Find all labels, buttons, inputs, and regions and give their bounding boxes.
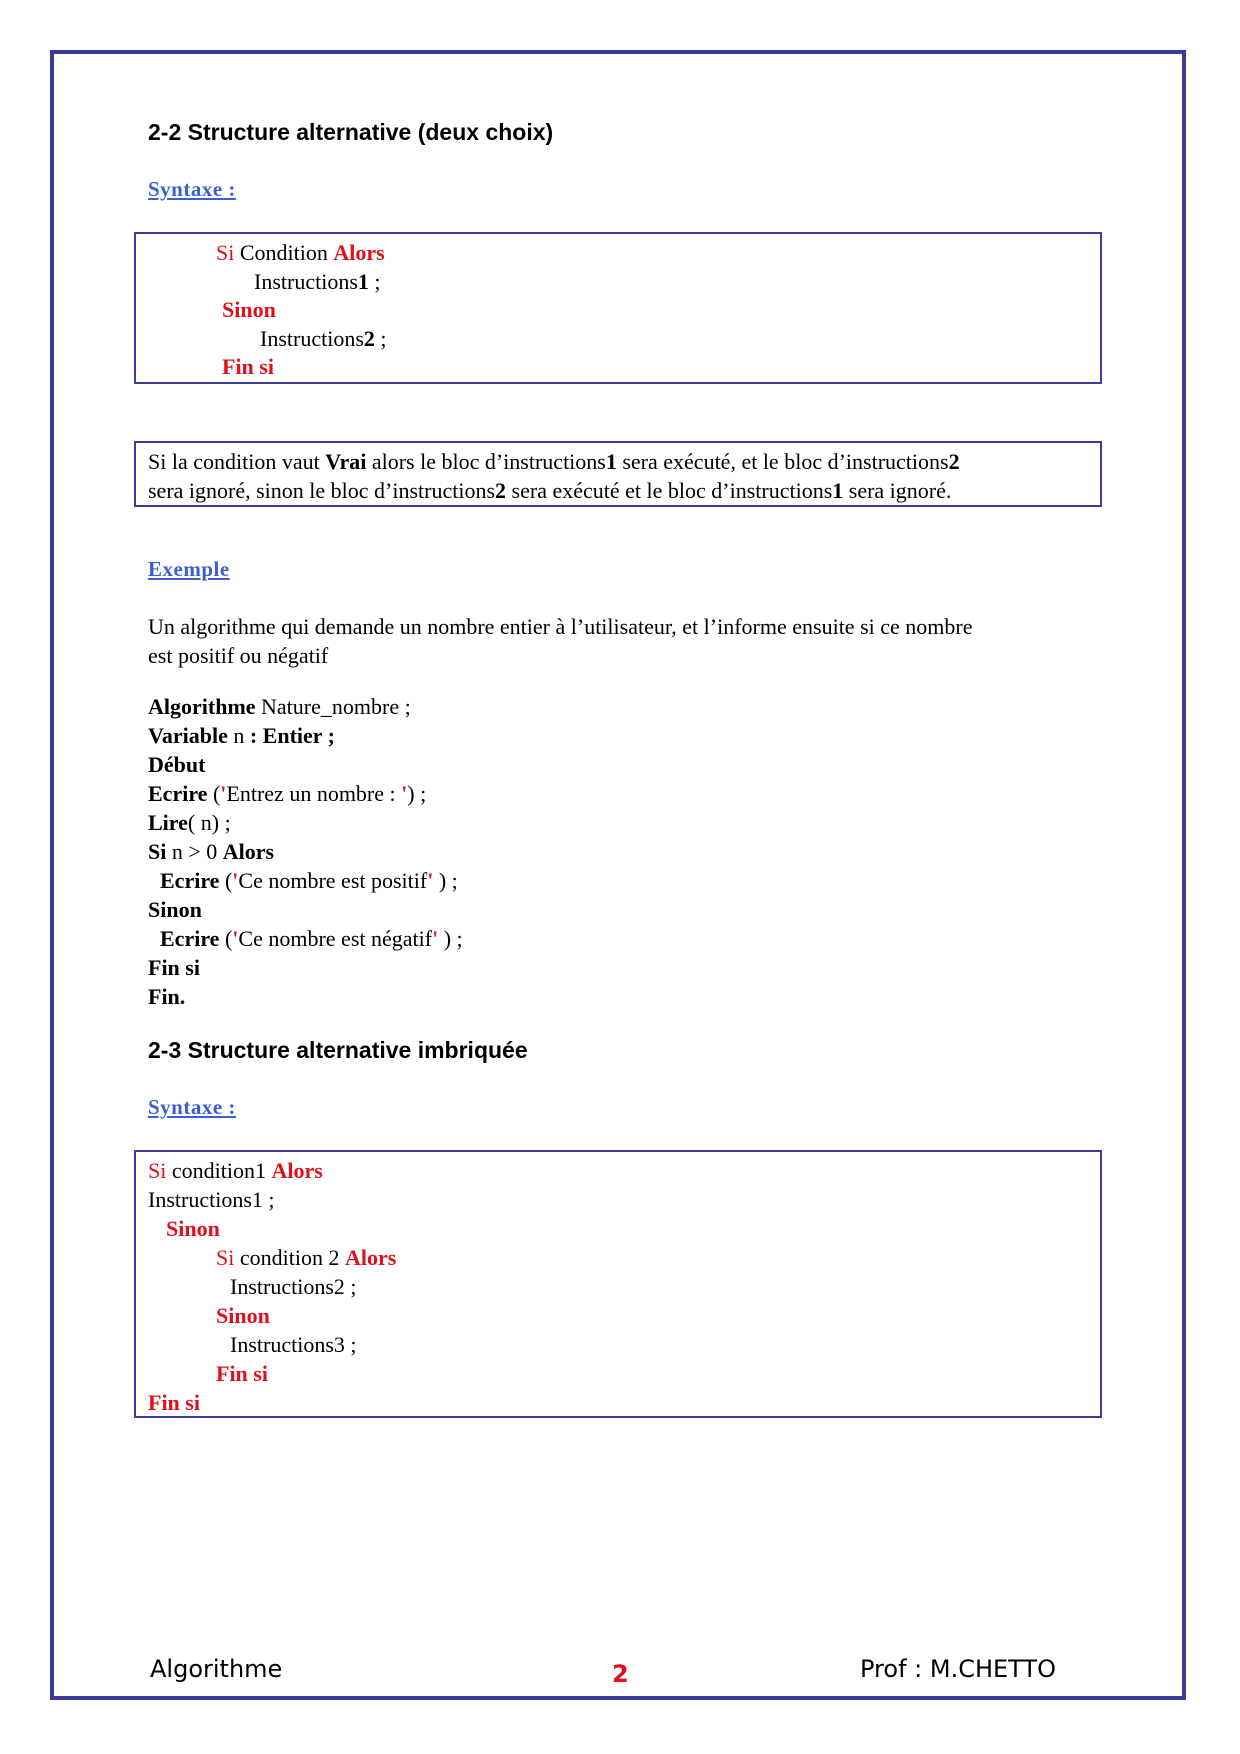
- code-kw: Variable: [148, 723, 228, 748]
- expl-text: sera ignoré, sinon le bloc d’instructions: [148, 478, 496, 503]
- nested-line: Instructions3 ;: [230, 1332, 357, 1357]
- explanation-line-1: [148, 447, 960, 476]
- expl-num: 2: [495, 478, 507, 503]
- code-line: [148, 721, 335, 750]
- code-line: [148, 837, 274, 866]
- code-line: Fin.: [148, 984, 186, 1009]
- explanation-line-2: [148, 476, 951, 505]
- kw-alors: Alors: [344, 1245, 397, 1270]
- code-text: (: [219, 868, 233, 893]
- section-2-3-title: 2-3 Structure alternative imbriquée: [148, 1037, 528, 1063]
- kw-si: Si: [216, 1245, 235, 1270]
- expl-vrai: Vrai: [325, 449, 367, 474]
- code-kw: Ecrire: [160, 926, 220, 951]
- syntax-line-finsi: Fin si: [222, 354, 274, 379]
- expl-num: 1: [832, 478, 844, 503]
- syntax-line-sinon: Sinon: [222, 297, 276, 322]
- code-text: n: [227, 723, 250, 748]
- code-line: Sinon: [148, 897, 202, 922]
- explanation-box: [134, 441, 1102, 507]
- condition-text: condition 2: [234, 1245, 345, 1270]
- code-string: Ce nombre est négatif: [238, 926, 433, 951]
- code-text: (: [219, 926, 233, 951]
- code-text: Nature_nombre ;: [255, 694, 411, 719]
- footer-left: Algorithme: [150, 1655, 283, 1683]
- code-line: [160, 924, 463, 953]
- example-code: [148, 692, 1048, 1022]
- code-kw: : Entier ;: [249, 723, 335, 748]
- code-text: ) ;: [433, 868, 458, 893]
- expl-text: Si la condition vaut: [148, 449, 326, 474]
- expl-text: alors le bloc d’instructions: [366, 449, 606, 474]
- code-quote: ': [232, 926, 239, 951]
- code-line: [148, 808, 231, 837]
- code-kw: Ecrire: [160, 868, 220, 893]
- nested-line: Instructions1 ;: [148, 1187, 275, 1212]
- code-quote: ': [401, 781, 408, 806]
- syntax-link-2-3[interactable]: Syntaxe :: [148, 1095, 236, 1119]
- nested-line: [148, 1156, 323, 1185]
- condition-text: condition1: [166, 1158, 272, 1183]
- syntax-link-2-2[interactable]: Syntaxe :: [148, 177, 236, 201]
- instr2-end: ;: [374, 326, 387, 351]
- kw-alors: Alors: [333, 240, 385, 265]
- nested-line-finsi: Fin si: [216, 1361, 268, 1386]
- expl-text: sera ignoré.: [843, 478, 952, 503]
- example-intro-line-1: Un algorithme qui demande un nombre entier à l’utilisateur, et l’informe ensuite si ce nombre: [148, 614, 973, 639]
- code-line: [160, 866, 458, 895]
- code-quote: ': [232, 868, 239, 893]
- code-text: (: [207, 781, 221, 806]
- code-kw: Alors: [222, 839, 275, 864]
- code-text: ) ;: [407, 781, 427, 806]
- footer-right: Prof : M.CHETTO: [860, 1655, 1056, 1683]
- condition-text: Condition: [234, 240, 334, 265]
- expl-text: sera exécuté, et le bloc d’instructions: [616, 449, 949, 474]
- instr1-end: ;: [368, 269, 381, 294]
- instr1-text: Instructions: [254, 269, 358, 294]
- code-kw: Lire: [148, 810, 188, 835]
- section-2-2-title: 2-2 Structure alternative (deux choix): [148, 119, 554, 145]
- example-intro-line-2: est positif ou négatif: [148, 643, 329, 668]
- example-link[interactable]: Exemple: [148, 557, 230, 581]
- code-line: [148, 779, 426, 808]
- expl-text: sera exécuté et le bloc d’instructions: [506, 478, 833, 503]
- code-quote: ': [432, 926, 439, 951]
- kw-alors: Alors: [271, 1158, 323, 1183]
- kw-si: Si: [148, 1158, 167, 1183]
- syntax-line-instr2: [260, 324, 387, 353]
- syntax-box-2-2: [134, 232, 1102, 384]
- nested-line-finsi: Fin si: [148, 1390, 200, 1415]
- code-string: Entrez un nombre :: [226, 781, 402, 806]
- code-quote: ': [220, 781, 227, 806]
- code-quote: ': [427, 868, 434, 893]
- expl-num: 2: [948, 449, 960, 474]
- code-string: Ce nombre est positif: [238, 868, 428, 893]
- expl-num: 1: [605, 449, 617, 474]
- kw-si: Si: [216, 240, 235, 265]
- code-text: ) ;: [438, 926, 463, 951]
- code-line: Début: [148, 752, 206, 777]
- syntax-box-2-3: [134, 1150, 1102, 1418]
- instr2-text: Instructions: [260, 326, 364, 351]
- nested-line-sinon: Sinon: [166, 1216, 220, 1241]
- code-kw: Algorithme: [148, 694, 256, 719]
- instr2-num: 2: [363, 326, 375, 351]
- code-kw: Ecrire: [148, 781, 208, 806]
- code-line: Fin si: [148, 955, 200, 980]
- code-text: n > 0: [166, 839, 223, 864]
- nested-line: Instructions2 ;: [230, 1274, 357, 1299]
- code-kw: Si: [148, 839, 167, 864]
- nested-line-sinon: Sinon: [216, 1303, 270, 1328]
- syntax-line-instr1: [254, 267, 381, 296]
- code-text: ( n) ;: [187, 810, 231, 835]
- syntax-line-si: [216, 238, 385, 267]
- code-line: [148, 692, 411, 721]
- page-number: 2: [612, 1660, 629, 1688]
- nested-line: [216, 1243, 396, 1272]
- instr1-num: 1: [357, 269, 369, 294]
